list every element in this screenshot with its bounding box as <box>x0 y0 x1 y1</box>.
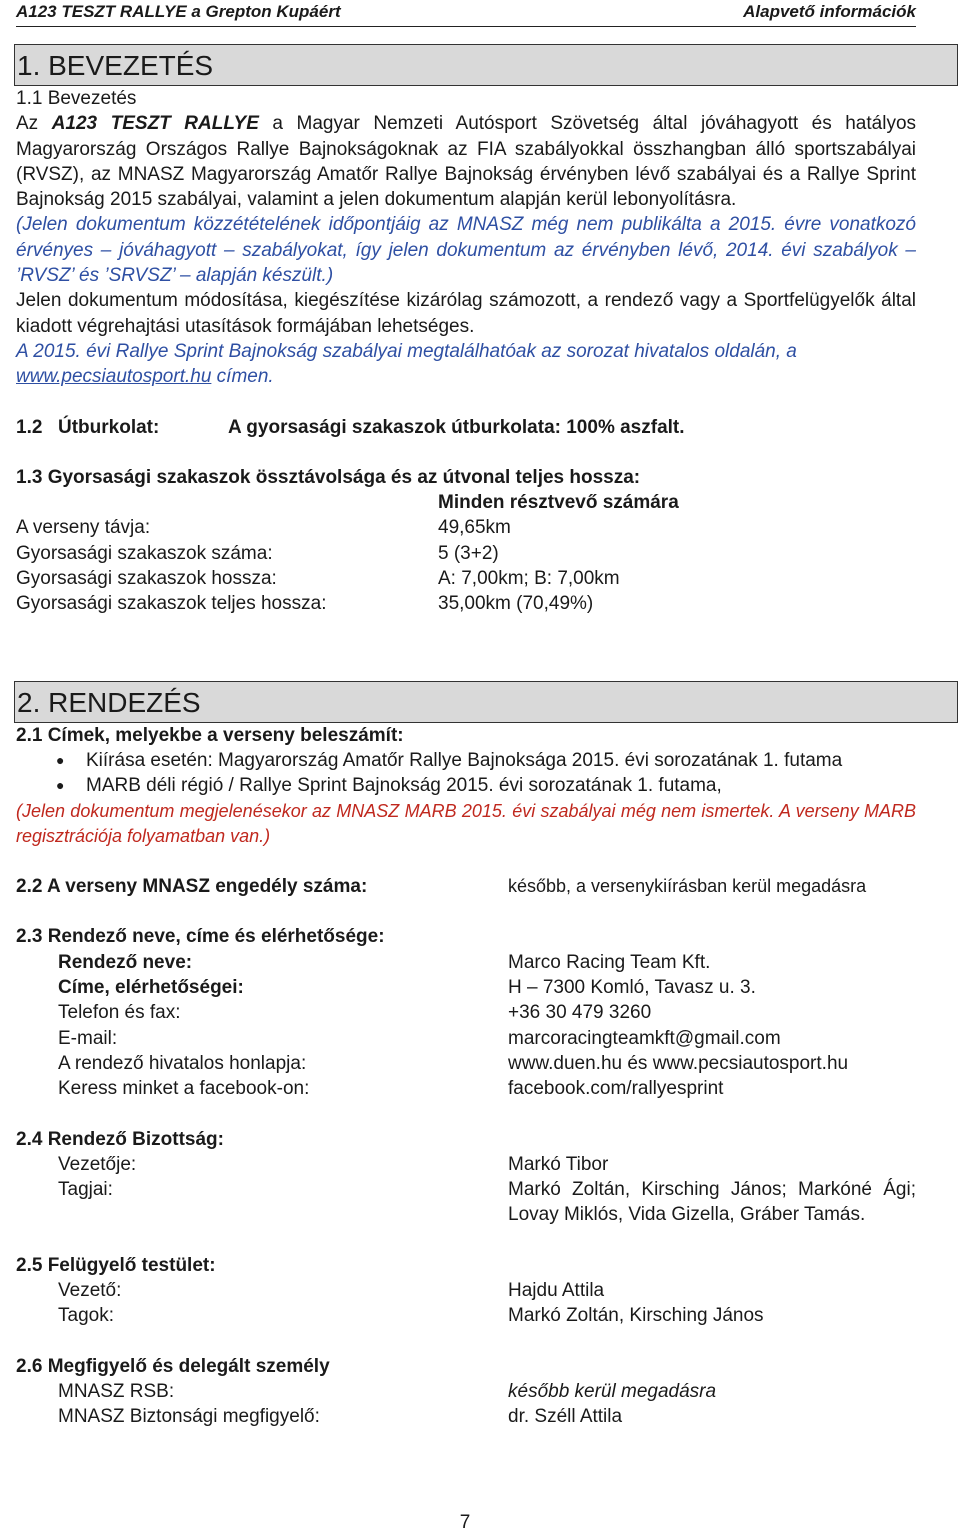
permit-label: 2.2 A verseny MNASZ engedély száma: <box>16 876 368 898</box>
subsection-1-1-title: 1.1 Bevezetés <box>16 88 137 109</box>
stewards-lead-label: Vezető: <box>58 1279 122 1301</box>
distance-value: 35,00km (70,49%) <box>438 593 594 615</box>
rsb-value: később kerül megadásra <box>508 1380 717 1402</box>
distance-row <box>16 591 916 616</box>
distance-value: 49,65km <box>438 517 511 539</box>
committee-lead-value: Markó Tibor <box>508 1153 609 1175</box>
surface-number: 1.2 <box>16 416 43 438</box>
intro-text-a: Az <box>16 113 52 135</box>
committee-members-value: Markó Zoltán, Kirsching János; Markóné Ági; Lovay Miklós, Vida Gizella, Gráber Tamás. <box>508 1179 916 1226</box>
safety-observer-value: dr. Széll Attila <box>508 1406 623 1428</box>
safety-observer-label: MNASZ Biztonsági megfigyelő: <box>58 1406 320 1428</box>
distance-column-header-row <box>16 490 916 515</box>
intro-paragraph <box>16 111 916 212</box>
organizer-label: Címe, elérhetőségei: <box>58 977 244 999</box>
subsection-2-5-title: 2.5 Felügyelő testület: <box>16 1254 216 1276</box>
bullet-icon: ● <box>56 751 65 768</box>
organizer-row <box>16 1076 916 1101</box>
distance-value: 5 (3+2) <box>438 542 499 564</box>
sprint-rules-paragraph <box>16 339 916 390</box>
organizer-row <box>16 1051 916 1076</box>
committee-members-label: Tagjai: <box>58 1179 113 1201</box>
distance-label: Gyorsasági szakaszok teljes hossza: <box>16 593 327 615</box>
header-section-title: Alapvető információk <box>743 2 916 21</box>
list-item <box>16 748 916 773</box>
modification-paragraph: Jelen dokumentum módosítása, kiegészítése kizárólag számozott, a rendező vagy a Sportfelügyelők által kiadott végrehajtási utasítások formájában lehetséges. <box>16 290 916 337</box>
page-number: 7 <box>459 1512 471 1533</box>
committee-members-row <box>16 1177 916 1228</box>
subsection-2-6-title: 2.6 Megfigyelő és delegált személy <box>16 1355 330 1377</box>
distance-label: Gyorsasági szakaszok száma: <box>16 542 273 564</box>
stewards-lead-value: Hajdu Attila <box>508 1279 605 1301</box>
rules-note: (Jelen dokumentum közzétételének időpontjáig az MNASZ még nem publikálta a 2015. évre vonatkozó érvényes – jóváhagyott – szabályokat, így jelen dokumentum az érvényben lévő, 2014. évi szabályok – ’RVSZ’ és ’SRVSZ’ – alapján készült.) <box>16 214 916 287</box>
subsection-2-3-title: 2.3 Rendező neve, címe és elérhetősége: <box>16 926 385 948</box>
organizer-value: H – 7300 Komló, Tavasz u. 3. <box>508 977 756 999</box>
organizer-label: A rendező hivatalos honlapja: <box>58 1052 307 1074</box>
subsection-2-1-title: 2.1 Címek, melyekbe a verseny beleszámít: <box>16 724 404 746</box>
section-2-heading: 2. RENDEZÉS <box>14 681 958 723</box>
sprint-text-b: címen. <box>211 366 274 388</box>
distance-value: A: 7,00km; B: 7,00km <box>438 568 620 590</box>
list-item <box>16 773 916 798</box>
marb-note: (Jelen dokumentum megjelenésekor az MNASZ MARB 2015. évi szabályai még nem ismertek. A verseny MARB regisztrációja folyamatban van.) <box>16 800 916 846</box>
organizer-row <box>16 1026 916 1051</box>
committee-lead-row <box>16 1152 916 1177</box>
organizer-value: +36 30 479 3260 <box>508 1002 652 1024</box>
surface-label <box>16 415 228 440</box>
stewards-members-value: Markó Zoltán, Kirsching János <box>508 1305 764 1327</box>
organizer-row <box>16 1000 916 1025</box>
distance-label: A verseny távja: <box>16 517 151 539</box>
list-item-text: Kiírása esetén: Magyarország Amatőr Rallye Bajnoksága 2015. évi sorozatának 1. futama <box>86 749 843 771</box>
stewards-members-label: Tagok: <box>58 1305 114 1327</box>
surface-row <box>16 415 916 440</box>
distance-column-header: Minden résztvevő számára <box>438 492 679 514</box>
distance-row <box>16 515 916 540</box>
surface-label-text: Útburkolat: <box>58 416 160 438</box>
organizer-row <box>16 950 916 975</box>
safety-observer-row <box>16 1404 916 1429</box>
stewards-lead-row <box>16 1278 916 1303</box>
stewards-members-row <box>16 1303 916 1328</box>
organizer-row <box>16 975 916 1000</box>
organizer-label: Rendező neve: <box>58 951 193 973</box>
organizer-label: Telefon és fax: <box>58 1002 181 1024</box>
distance-row <box>16 566 916 591</box>
organizer-value: Marco Racing Team Kft. <box>508 951 711 973</box>
organizer-website[interactable]: www.duen.hu és www.pecsiautosport.hu <box>508 1052 849 1074</box>
subsection-1-3-title: 1.3 Gyorsasági szakaszok össztávolsága és az útvonal teljes hossza: <box>16 466 641 488</box>
permit-value: később, a versenykiírásban kerül megadásra <box>508 876 867 897</box>
organizer-label: E-mail: <box>58 1027 118 1049</box>
organizer-email[interactable]: marcoracingteamkft@gmail.com <box>508 1027 781 1049</box>
surface-value: A gyorsasági szakaszok útburkolata: 100% aszfalt. <box>228 416 685 438</box>
document-page <box>16 44 916 1429</box>
sprint-text-a: A 2015. évi Rallye Sprint Bajnokság szabályai megtalálhatóak az sorozat hivatalos oldalán, a <box>16 340 797 362</box>
distance-row <box>16 541 916 566</box>
rsb-row <box>16 1379 916 1404</box>
distance-label: Gyorsasági szakaszok hossza: <box>16 568 277 590</box>
organizer-facebook[interactable]: facebook.com/rallyesprint <box>508 1078 724 1100</box>
running-header <box>16 0 916 27</box>
rsb-label: MNASZ RSB: <box>58 1380 175 1402</box>
list-item-text: MARB déli régió / Rallye Sprint Bajnokság 2015. évi sorozatának 1. futama, <box>86 775 722 797</box>
header-doc-title: A123 TESZT RALLYE a Grepton Kupáért <box>16 2 341 21</box>
section-1-heading: 1. BEVEZETÉS <box>14 44 958 86</box>
intro-text-b: a Magyar Nemzeti Autósport Szövetség által jóváhagyott és hatályos Magyarország Országos Rallye Bajnokságoknak az FIA szabályokkal összhangban álló sportszabályai (RVSZ), az MNASZ Magyarország Amatőr Rallye Bajnokság érvényben lévő szabályai és a Rallye Sprint Bajnokság 2015 szabályai, valamint a jelen dokumentum alapján kerül lebonyolításra. <box>16 113 917 211</box>
event-name: A123 TESZT RALLYE <box>51 113 259 135</box>
sprint-link[interactable]: www.pecsiautosport.hu <box>16 366 212 388</box>
committee-lead-label: Vezetője: <box>58 1153 137 1175</box>
permit-row <box>16 874 916 899</box>
organizer-label: Keress minket a facebook-on: <box>58 1078 310 1100</box>
bullet-icon: ● <box>56 777 65 794</box>
subsection-2-4-title: 2.4 Rendező Bizottság: <box>16 1128 224 1150</box>
